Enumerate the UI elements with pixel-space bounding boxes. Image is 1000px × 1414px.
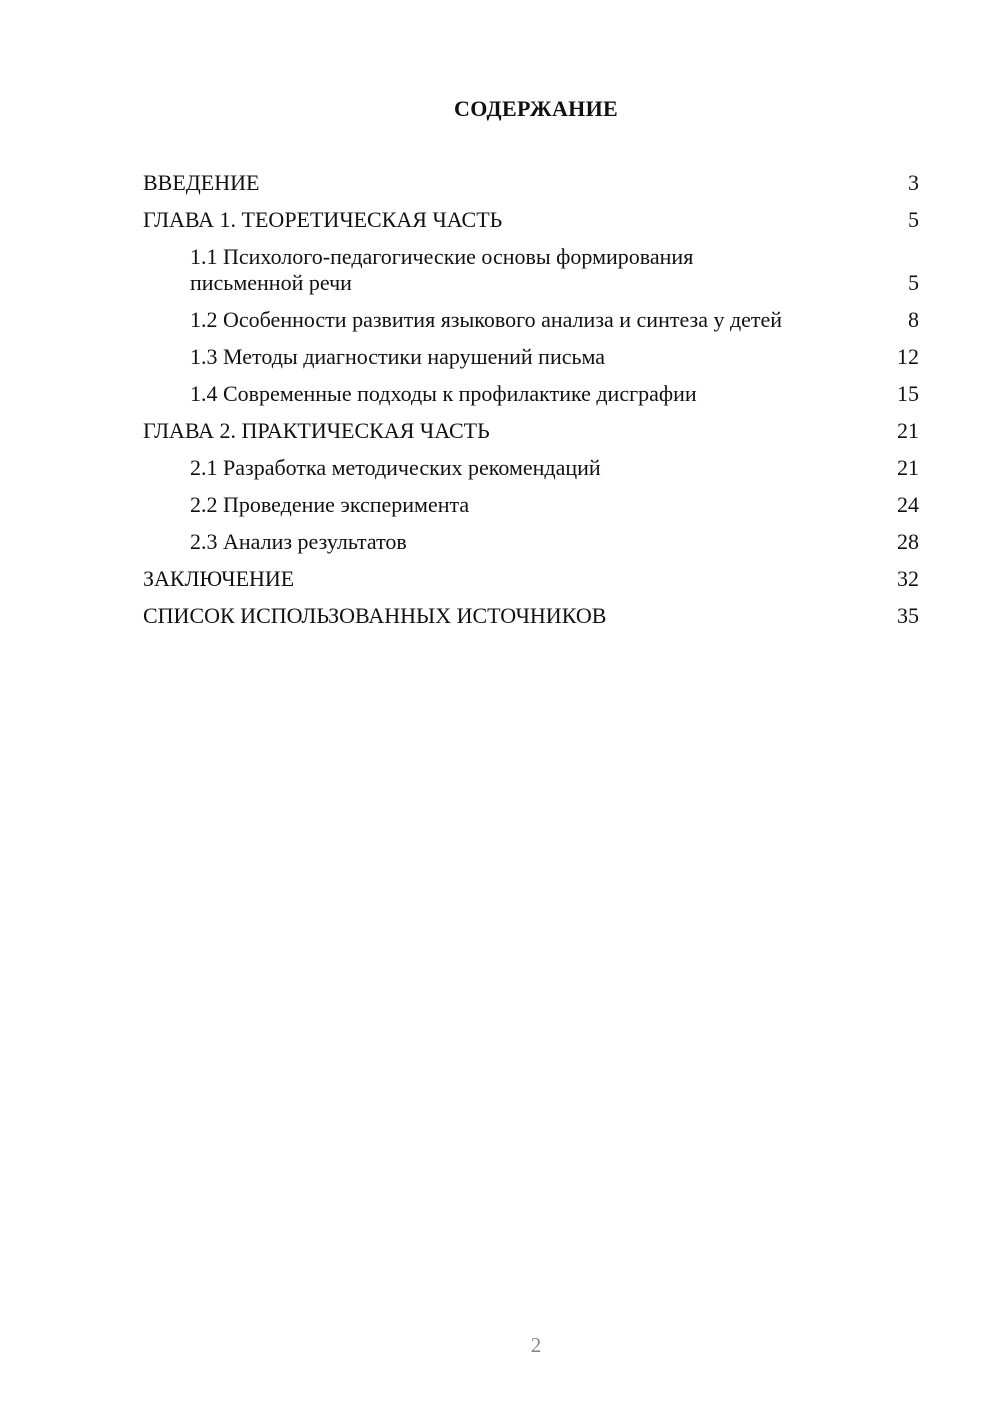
toc-entry-page: 5 [908, 207, 919, 232]
toc-entry-section-1-4[interactable] [143, 381, 919, 407]
toc-title: СОДЕРЖАНИЕ [454, 96, 618, 121]
toc-entry-page: 15 [897, 381, 919, 406]
toc-entry-references[interactable] [143, 603, 919, 629]
toc-entry-text: ГЛАВА 2. ПРАКТИЧЕСКАЯ ЧАСТЬ [143, 418, 490, 443]
toc-entry-text: 2.3 Анализ результатов [190, 529, 407, 554]
toc-entry-page: 28 [897, 529, 919, 554]
toc-entry-text: 1.4 Современные подходы к профилактике дисграфии [190, 381, 697, 406]
toc-entry-page: 24 [897, 492, 919, 517]
table-of-contents [143, 170, 919, 640]
toc-entry-text: 1.1 Психолого-педагогические основы формирования письменной речи [190, 244, 694, 295]
toc-entry-chapter-2[interactable] [143, 418, 919, 444]
toc-entry-page: 35 [897, 603, 919, 628]
toc-entry-page: 5 [908, 270, 919, 295]
toc-entry-section-1-1[interactable] [143, 244, 919, 296]
toc-entry-section-2-1[interactable] [143, 455, 919, 481]
toc-entry-page: 21 [897, 418, 919, 443]
toc-entry-page: 32 [897, 566, 919, 591]
toc-entry-page: 8 [908, 307, 919, 332]
toc-entry-chapter-1[interactable] [143, 207, 919, 233]
toc-entry-text: 1.3 Методы диагностики нарушений письма [190, 344, 606, 369]
toc-entry-section-2-3[interactable] [143, 529, 919, 555]
toc-entry-text: ГЛАВА 1. ТЕОРЕТИЧЕСКАЯ ЧАСТЬ [143, 207, 503, 232]
toc-entry-text: ВВЕДЕНИЕ [143, 170, 260, 195]
toc-entry-text: 2.1 Разработка методических рекомендаций [190, 455, 601, 480]
toc-entry-text: СПИСОК ИСПОЛЬЗОВАННЫХ ИСТОЧНИКОВ [143, 603, 607, 628]
page-number: 2 [530, 1333, 542, 1357]
toc-entry-section-1-2[interactable] [143, 307, 919, 333]
toc-entry-conclusion[interactable] [143, 566, 919, 592]
toc-entry-introduction[interactable] [143, 170, 919, 196]
toc-entry-page: 12 [897, 344, 919, 369]
toc-entry-section-2-2[interactable] [143, 492, 919, 518]
toc-entry-section-1-3[interactable] [143, 344, 919, 370]
toc-entry-text: 2.2 Проведение эксперимента [190, 492, 470, 517]
toc-entry-text: ЗАКЛЮЧЕНИЕ [143, 566, 295, 591]
toc-entry-page: 3 [908, 170, 919, 195]
toc-entry-page: 21 [897, 455, 919, 480]
toc-entry-text: 1.2 Особенности развития языкового анализа и синтеза у детей [190, 307, 783, 332]
